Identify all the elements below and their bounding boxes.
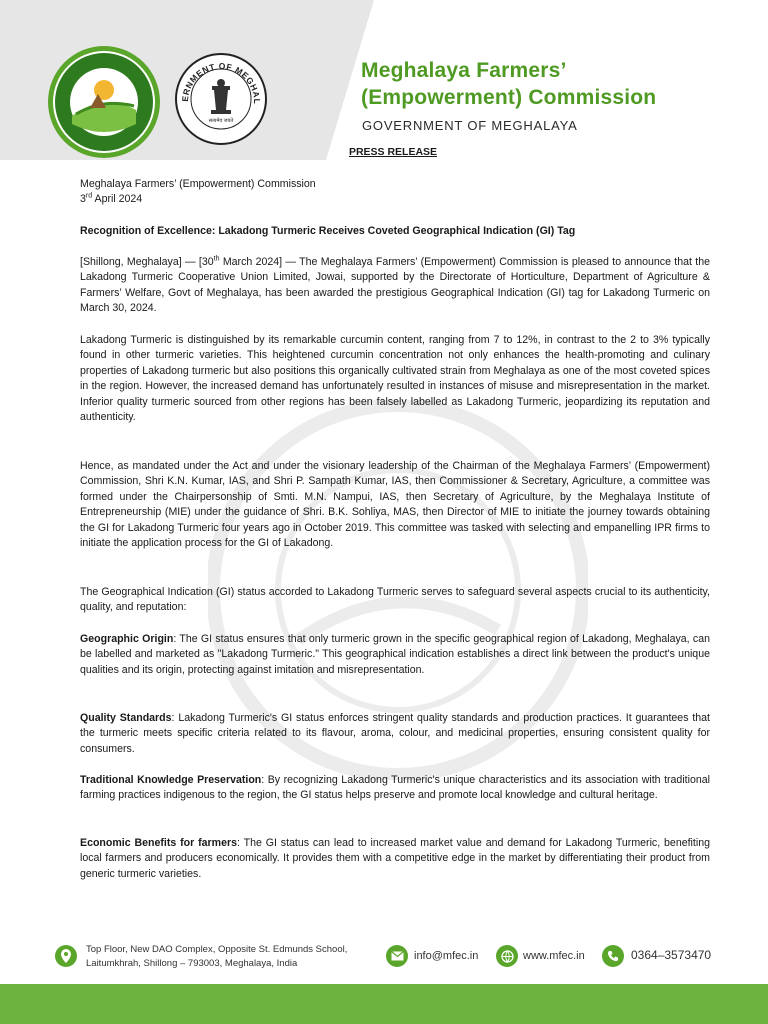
government-seal	[174, 52, 268, 146]
press-release-heading: PRESS RELEASE	[348, 146, 438, 158]
commission-logo	[46, 44, 162, 160]
release-title: Recognition of Excellence: Lakadong Turmeric Receives Coveted Geographical Indication (GI) Tag	[80, 225, 576, 237]
footer-accent	[0, 976, 768, 988]
organization-subtitle: GOVERNMENT OF MEGHALAYA	[362, 118, 578, 133]
commission-seal-icon	[46, 44, 162, 160]
paragraph-geographic-origin: Geographic Origin: The GI status ensures that only turmeric grown in the specific geographical region of Lakadong, Meghalaya, can be labelled and marketed as "Lakadong Turmeric." This geographical indication establishes a direct link between the product's unique qualities and its origin, protecting against imitation and misrepresentation.	[80, 633, 710, 676]
government-seal-text: ERNMENT OF MEGHAL	[179, 60, 263, 105]
website-link[interactable]: www.mfec.in	[523, 950, 585, 962]
location-icon	[55, 945, 77, 967]
organization-title-line1: Meghalaya Farmers’	[361, 59, 567, 82]
address-line2: Laitumkhrah, Shillong – 793003, Meghalaya, India	[86, 958, 298, 969]
sender-line: Meghalaya Farmers’ (Empowerment) Commission	[80, 178, 316, 190]
paragraph-traditional-knowledge: Traditional Knowledge Preservation: By recognizing Lakadong Turmeric's unique characteristics and its association with traditional farming practices indigenous to the region, the GI status helps preserve and promote local knowledge and cultural heritage.	[80, 774, 710, 802]
address	[86, 943, 376, 971]
paragraph-quality-standards: Quality Standards: Lakadong Turmeric's GI status enforces stringent quality standards and production practices. It guarantees that the turmeric meets specific criteria related to its flavour, aroma, colour, and medicinal properties, ensuring consistent quality for consumers.	[80, 712, 710, 755]
paragraph-3: Hence, as mandated under the Act and under the visionary leadership of the Chairman of the Meghalaya Farmers’ (Empowerment) Commission, Shri K.N. Kumar, IAS, and Shri P. Sampath Kumar, IAS, then Commissioner & Secretary, Agriculture, a committee was formed under the Chairpersonship of Smti. M.N. Nampui, IAS, then Secretary of Agriculture, by the Meghalaya Institute of Entrepreneurship (MIE) under the guidance of Shri. B.K. Sohliya, MAS, then Director of MIE to initiate the journey towards obtaining the GI for Lakadong Turmeric four years ago in October 2019. This committee was tasked with selecting and empanelling IPR firms to initiate the application process for the GI of Lakadong.	[80, 460, 710, 550]
government-emblem-icon	[174, 52, 268, 146]
email-icon	[386, 945, 408, 967]
release-date: 3rd April 2024	[80, 192, 143, 205]
paragraph-1: [Shillong, Meghalaya] — [30th March 2024] — The Meghalaya Farmers’ (Empowerment) Commission is pleased to announce that the Lakadong Turmeric Cooperative Union Limited, Jowai, supported by the Directorate of Horticulture, Department of Agriculture & Farmers’ Welfare, Govt of Meghalaya, has been awarded the prestigious Geographical Indication (GI) tag for Lakadong Turmeric on March 30, 2024.	[80, 255, 711, 315]
footer-bar	[0, 984, 768, 1024]
phone-icon	[602, 945, 624, 967]
organization-title-line2: (Empowerment) Commission	[361, 86, 657, 109]
paragraph-4: The Geographical Indication (GI) status accorded to Lakadong Turmeric serves to safeguard several aspects crucial to its authenticity, quality, and reputation:	[80, 586, 710, 614]
paragraph-economic-benefits: Economic Benefits for farmers: The GI status can lead to increased market value and demand for Lakadong Turmeric, benefiting local farmers and producers economically. It provides them with a competitive edge in the market by differentiating their product from generic turmeric varieties.	[80, 837, 710, 880]
address-line1: Top Floor, New DAO Complex, Opposite St. Edmunds School,	[86, 944, 348, 955]
paragraph-2: Lakadong Turmeric is distinguished by its remarkable curcumin content, ranging from 7 to 12%, in contrast to the 2 to 3% typically found in other turmeric varieties. This heightened curcumin concentration not only enhances the health-promoting and culinary properties of Lakadong turmeric but also positions this organically cultivated strain from Meghalaya as one of the most coveted spices in the region. However, the increased demand has unfortunately resulted in instances of misuse and misrepresentation in the market. Inferior quality turmeric sourced from other regions has been falsely labelled as Lakadong Turmeric, jeopardizing its reputation and authenticity.	[80, 334, 710, 424]
phone-number: 0364–3573470	[631, 948, 712, 962]
globe-icon	[496, 945, 518, 967]
organization-title	[361, 57, 761, 111]
seal-motto: सत्यमेव जयते	[208, 118, 234, 124]
email-link[interactable]: info@mfec.in	[414, 950, 479, 962]
